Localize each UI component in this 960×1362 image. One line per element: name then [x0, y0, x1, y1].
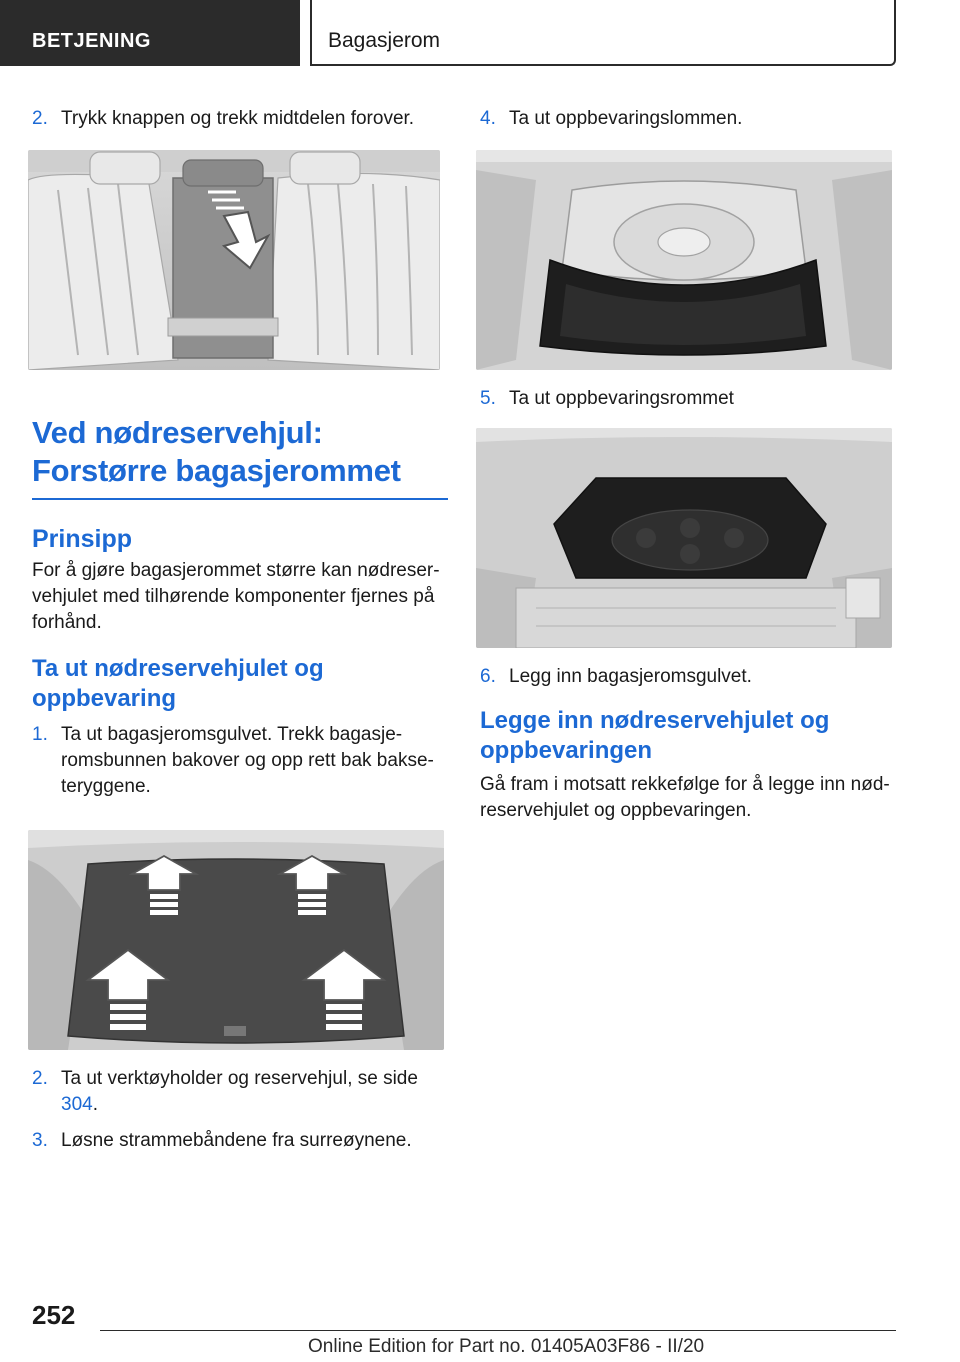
page-number: 252	[32, 1300, 76, 1330]
step-number: 2.	[32, 108, 48, 129]
page-reference-link[interactable]: 304	[61, 1094, 93, 1115]
section-emergency-wheel-heading	[32, 414, 444, 490]
chapter-label: Bagasjerom	[328, 29, 441, 52]
heading-rule	[32, 498, 448, 500]
principle-text: For å gjøre bagasjerommet større kan nødreservehjulet med tilhørende komponenter fjernes på forhånd.	[32, 560, 440, 633]
step-number: 3.	[32, 1130, 48, 1151]
step-text: Trykk knappen og trekk midtdelen forover.	[61, 108, 415, 129]
right-column	[480, 100, 892, 824]
step-number: 2.	[32, 1068, 48, 1089]
figure-storage-pocket	[476, 150, 892, 370]
step-number: 1.	[32, 724, 48, 745]
step-text: Løsne strammebåndene fra surreøynene.	[61, 1130, 412, 1151]
step-number: 6.	[480, 666, 496, 687]
figure-rear-seat	[28, 150, 440, 370]
footer-rule	[100, 1330, 896, 1331]
step-number: 4.	[480, 108, 496, 129]
figure-trunk-floor	[28, 830, 444, 1050]
step-text: Legg inn bagasjeromsgulvet.	[509, 666, 752, 687]
insert-text: Gå fram i motsatt rekkefølge for å legge inn nødreservehjulet og oppbevaringen.	[480, 774, 890, 821]
figure-storage-compartment	[476, 428, 892, 648]
step-5-remove-storage	[480, 386, 892, 412]
footer-edition: Online Edition for Part no. 01405A03F86 - II/20	[308, 1336, 705, 1357]
insert-title: Legge inn nødreservehjulet og oppbevaringen	[480, 707, 830, 764]
header-section	[0, 0, 300, 66]
principle-title: Prinsipp	[32, 525, 133, 553]
step-3-release-straps	[32, 1128, 444, 1154]
step-2-fold-seat	[32, 106, 444, 132]
step-text: Ta ut oppbevaringslommen.	[509, 108, 743, 129]
step-text-part: .	[92, 1094, 98, 1115]
step-1-remove-floor	[32, 722, 444, 800]
step-text: Ta ut bagasjeromsgulvet. Trekk bagasjeromsbunnen bakover og opp rett bak bakseteryggene.	[61, 724, 434, 797]
heading-line-2: Forstørre bagasjerommet	[32, 453, 401, 488]
step-text-part: Ta ut verktøyholder og reservehjul, se side	[61, 1068, 418, 1089]
left-column	[32, 100, 444, 1154]
section-label: BETJENING	[32, 30, 151, 52]
heading-line-1: Ved nødreservehjul:	[32, 415, 323, 450]
remove-title: Ta ut nødreservehjulet og oppbevaring	[32, 655, 324, 712]
step-number: 5.	[480, 388, 496, 409]
header-chapter	[310, 0, 896, 66]
step-6-insert-floor	[480, 664, 892, 690]
step-text: Ta ut oppbevaringsrommet	[509, 388, 734, 409]
step-2-remove-tools	[32, 1066, 444, 1118]
step-text	[61, 1066, 444, 1118]
step-4-remove-pocket	[480, 106, 892, 132]
